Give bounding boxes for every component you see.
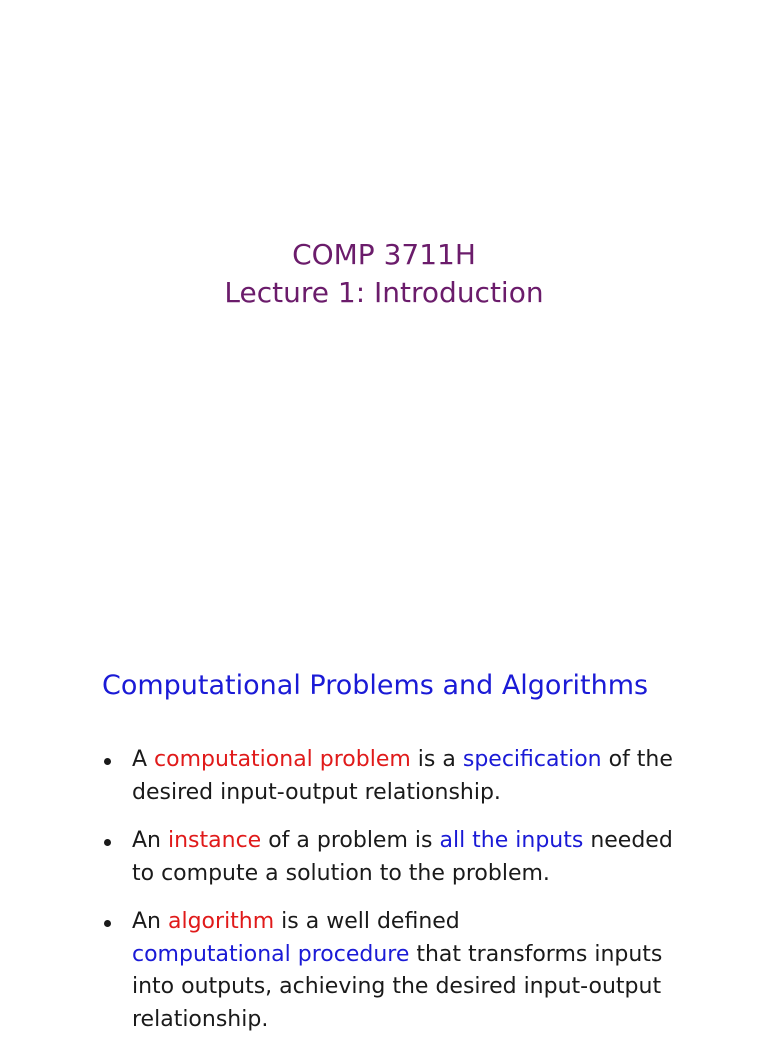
text: of a problem is (261, 828, 440, 853)
bullet-line: to compute a solution to the problem. (132, 860, 550, 886)
bullet-item-computational-problem (102, 744, 742, 809)
bullet-dot-icon (104, 839, 111, 846)
bullet-line: desired input-output relationship. (132, 779, 501, 805)
bullet-line (132, 744, 742, 777)
bullet-line (132, 906, 742, 939)
bullet-dot-icon (104, 920, 111, 927)
bullet-dot-icon (104, 758, 111, 765)
term-computational-problem: computational problem (154, 747, 411, 772)
term-all-the-inputs: all the inputs (439, 828, 584, 853)
course-title: COMP 3711H (292, 238, 476, 271)
text: needed (583, 828, 673, 853)
bullet-line (132, 939, 742, 972)
section-heading: Computational Problems and Algorithms (102, 670, 649, 701)
bullet-list (102, 744, 742, 1052)
title-block (0, 236, 768, 312)
term-algorithm: algorithm (168, 909, 275, 934)
text: An (132, 909, 168, 934)
term-computational-procedure: computational procedure (132, 941, 410, 967)
bullet-line: relationship. (132, 1006, 269, 1032)
text: of the (601, 747, 673, 772)
term-specification: specification (462, 747, 602, 772)
text: is a well defined (274, 909, 460, 934)
bullet-item-instance (102, 825, 742, 890)
bullet-line (132, 825, 742, 858)
text: that transforms inputs (409, 941, 663, 967)
text: A (132, 747, 155, 772)
term-instance: instance (168, 828, 262, 853)
lecture-title: Lecture 1: Introduction (224, 276, 544, 309)
bullet-item-algorithm (102, 906, 742, 1036)
text: An (132, 828, 168, 853)
text: is a (410, 747, 463, 772)
bullet-line: into outputs, achieving the desired input-output (132, 974, 662, 999)
